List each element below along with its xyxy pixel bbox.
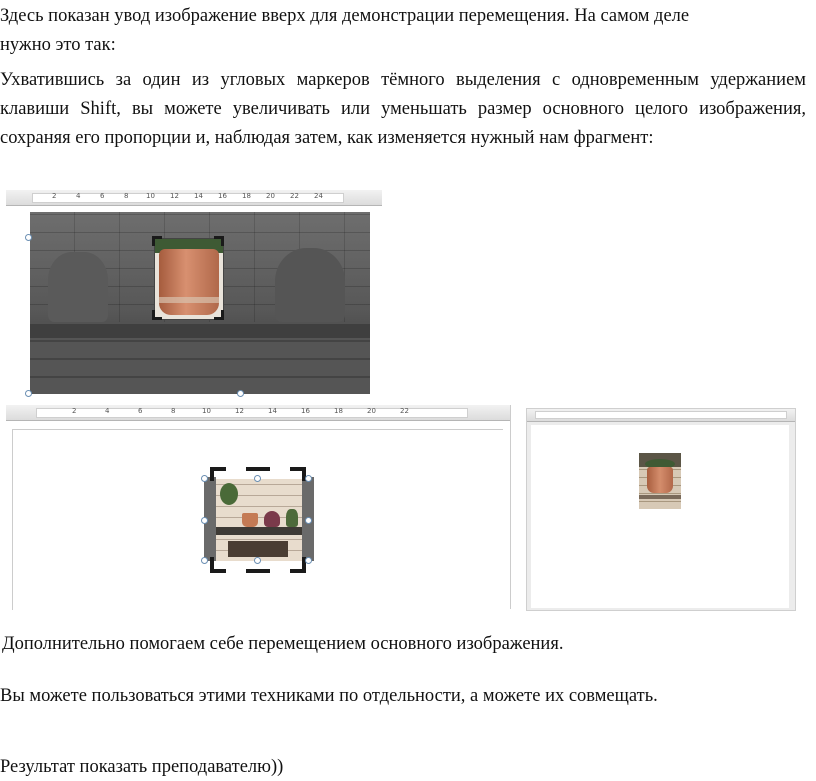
resize-handle[interactable] — [201, 517, 208, 524]
paragraph-instructions: Ухватившись за один из угловых маркеров тёмного выделения с одновременным удержанием клавиши Shift, вы можете увеличивать или уменьшать размер основного целого изображения, сохраняя его пропорции и, наблюдая затем, как изменяется нужный нам фрагмент: — [0, 70, 806, 148]
resize-handle[interactable] — [25, 234, 32, 241]
resize-handle[interactable] — [305, 517, 312, 524]
horizontal-ruler — [527, 409, 795, 422]
ruler-number: 16 — [301, 407, 310, 415]
resize-handle[interactable] — [201, 475, 208, 482]
ruler-number: 10 — [202, 407, 211, 415]
ruler-number: 6 — [100, 192, 105, 200]
ruler-number: 8 — [171, 407, 176, 415]
ruler-number: 2 — [72, 407, 77, 415]
plant-left — [48, 252, 108, 322]
horizontal-ruler — [6, 190, 382, 206]
ruler-number: 10 — [146, 192, 155, 200]
shelf — [30, 324, 370, 338]
ruler-number: 12 — [170, 192, 179, 200]
screenshot-crop-result — [526, 408, 796, 611]
ruler-number: 18 — [242, 192, 251, 200]
ruler-number: 4 — [76, 192, 81, 200]
ruler-number: 18 — [334, 407, 343, 415]
resize-handle[interactable] — [254, 475, 261, 482]
resize-handle[interactable] — [305, 557, 312, 564]
resize-handle[interactable] — [201, 557, 208, 564]
ruler-number: 24 — [314, 192, 323, 200]
paragraph-combine-tip: Вы можете пользоваться этими техниками по отдельности, а можете их совмещать. — [0, 686, 658, 706]
crop-region-pot[interactable] — [154, 238, 224, 320]
paragraph-submit: Результат показать преподавателю)) — [0, 757, 284, 777]
resize-handle[interactable] — [25, 390, 32, 397]
ruler-number: 20 — [367, 407, 376, 415]
ruler-number: 22 — [400, 407, 409, 415]
plant-right — [275, 248, 345, 322]
screenshot-crop-move-up — [6, 190, 382, 402]
ruler-number: 20 — [266, 192, 275, 200]
ruler-number: 14 — [268, 407, 277, 415]
result-pot — [647, 467, 673, 493]
horizontal-ruler — [6, 405, 510, 421]
ruler-number: 8 — [124, 192, 129, 200]
ruler-number: 14 — [194, 192, 203, 200]
paragraph-intro-line1: Здесь показан увод изображение вверх для демонстрации перемещения. На самом деле — [0, 6, 690, 26]
paragraph-moving-tip: Дополнительно помогаем себе перемещением основного изображения. — [2, 634, 564, 654]
resized-image[interactable] — [216, 479, 302, 561]
ruler-number: 22 — [290, 192, 299, 200]
ruler-number: 16 — [218, 192, 227, 200]
ruler-number: 2 — [52, 192, 57, 200]
ruler-number: 4 — [105, 407, 110, 415]
resize-handle[interactable] — [305, 475, 312, 482]
resize-handle[interactable] — [254, 557, 261, 564]
screenshot-crop-resize — [6, 405, 511, 609]
pot-image — [159, 249, 219, 315]
resize-handle[interactable] — [237, 390, 244, 397]
ruler-number: 6 — [138, 407, 143, 415]
ruler-number: 12 — [235, 407, 244, 415]
result-image — [639, 453, 681, 509]
paragraph-intro-line2: нужно это так: — [0, 35, 116, 55]
small-pot — [242, 513, 258, 527]
